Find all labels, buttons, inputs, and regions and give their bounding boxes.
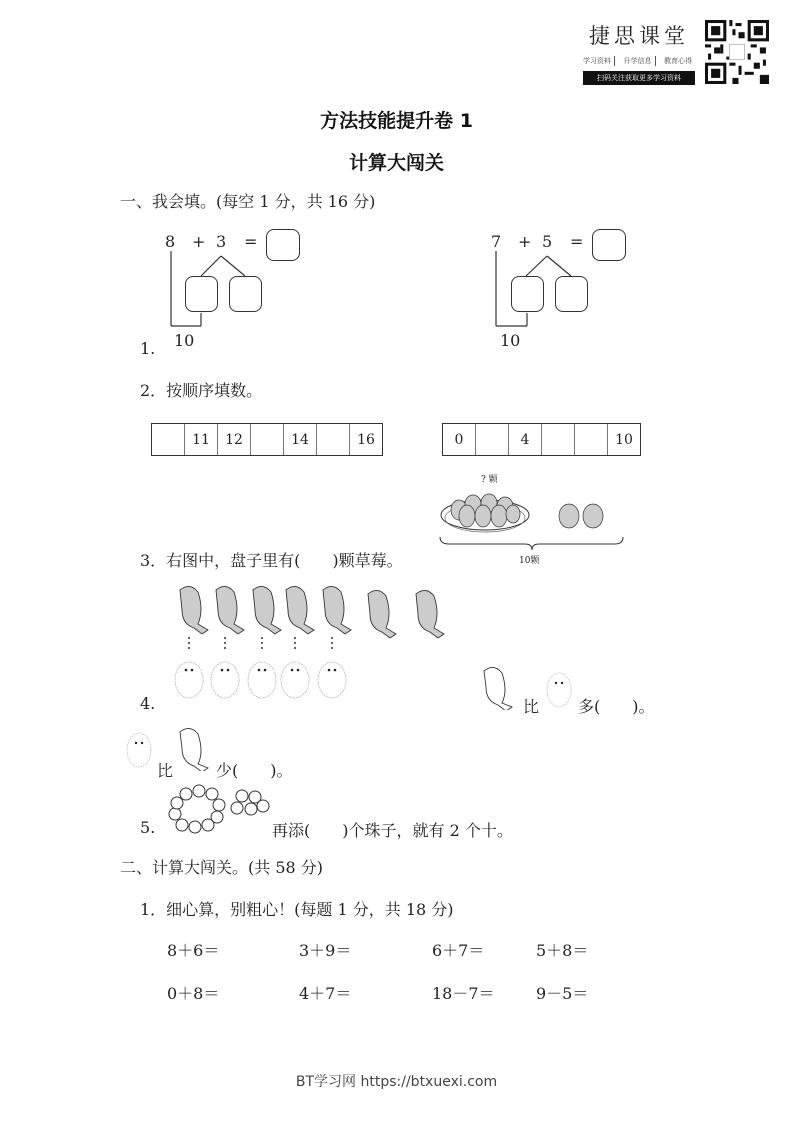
split-box-1[interactable] — [511, 276, 544, 312]
section-1-heading: 一、我会填。(每空 1 分，共 16 分) — [120, 192, 376, 211]
question-4-more-text: 多( )。 — [578, 697, 655, 716]
number-sequence-2 — [442, 423, 641, 456]
sequence-cell: 12 — [218, 424, 251, 455]
equals-sign: = — [244, 232, 258, 251]
sequence-cell[interactable] — [476, 424, 509, 455]
make-ten-diagram-right — [487, 225, 637, 355]
calc-item: 9－5＝ — [536, 984, 589, 1003]
split-box-2[interactable] — [229, 276, 262, 312]
question-4-less-text: 少( )。 — [216, 761, 293, 780]
qr-code-icon — [705, 20, 769, 84]
ten-label: 10 — [174, 331, 195, 350]
section-2-heading: 二、计算大闯关。(共 58 分) — [120, 858, 324, 877]
brand-bar: 扫码关注获取更多学习资料 — [583, 71, 695, 85]
brand-tag: 教育心得 — [664, 57, 692, 65]
plate-count-label: ? 颗 — [481, 475, 498, 485]
compare-word: 比 — [157, 761, 174, 780]
penguin-icon — [124, 728, 154, 770]
calc-item: 8＋6＝ — [167, 941, 220, 960]
page-title: 方法技能提升卷 1 — [320, 110, 473, 132]
question-number: 1. — [140, 339, 156, 358]
sequence-cell: 10 — [615, 431, 633, 448]
sequence-cell[interactable] — [542, 424, 575, 455]
addend-b: 5 — [542, 232, 553, 251]
addend-a: 7 — [491, 232, 502, 251]
plus-sign: + — [518, 232, 532, 251]
question-label: 1．细心算，别粗心！(每题 1 分，共 18 分) — [140, 900, 454, 919]
split-box-2[interactable] — [555, 276, 588, 312]
sequence-cell: 0 — [443, 424, 476, 455]
equals-sign: = — [570, 232, 584, 251]
brand-tag: 升学信息 — [624, 56, 656, 66]
question-number: 5. — [140, 818, 156, 837]
sequence-cell[interactable] — [152, 424, 185, 455]
footer-watermark: BT学习网 https://btxuexi.com — [295, 1074, 498, 1090]
answer-box[interactable] — [592, 229, 626, 261]
total-count-label: 10颗 — [519, 556, 540, 566]
sequence-cell: 14 — [284, 424, 317, 455]
calc-item: 0＋8＝ — [167, 984, 220, 1003]
sequence-cell: 4 — [509, 424, 542, 455]
split-box-1[interactable] — [185, 276, 218, 312]
question-number: 4. — [140, 694, 156, 713]
sequence-cell: 11 — [185, 424, 218, 455]
question-3-text: 3．右图中，盘子里有( )颗草莓。 — [140, 551, 403, 570]
question-2-label: 2．按顺序填数。 — [140, 381, 263, 400]
plus-sign: + — [192, 232, 206, 251]
brand-block — [583, 20, 695, 85]
sequence-cell[interactable] — [251, 424, 284, 455]
sequence-cell: 16 — [357, 431, 375, 448]
dolphin-icon — [480, 665, 516, 710]
strawberry-figure — [437, 470, 627, 570]
penguin-icon — [544, 668, 574, 710]
question-5-text: 再添( )个珠子，就有 2 个十。 — [272, 821, 513, 840]
addend-b: 3 — [216, 232, 227, 251]
beads-icon — [163, 784, 273, 836]
brand-tags — [583, 56, 695, 66]
calc-item: 6＋7＝ — [432, 941, 485, 960]
ten-label: 10 — [500, 331, 521, 350]
brand-tag: 学习资料 — [583, 56, 615, 66]
calc-item: 5＋8＝ — [536, 941, 589, 960]
addend-a: 8 — [165, 232, 176, 251]
calc-item: 18－7＝ — [432, 984, 495, 1003]
make-ten-diagram-left — [160, 225, 310, 355]
calc-item: 4＋7＝ — [299, 984, 352, 1003]
calc-item: 3＋9＝ — [299, 941, 352, 960]
page-subtitle: 计算大闯关 — [348, 152, 444, 174]
compare-word: 比 — [523, 697, 540, 716]
answer-box[interactable] — [266, 229, 300, 261]
dolphin-icon — [176, 726, 212, 771]
sequence-cell[interactable] — [575, 424, 608, 455]
sequence-cell[interactable] — [317, 424, 350, 455]
number-sequence-1 — [151, 423, 383, 456]
brand-name: 捷思课堂 — [589, 24, 689, 48]
dolphin-row-icon — [170, 580, 470, 700]
dolphin-penguin-figure — [170, 580, 470, 700]
